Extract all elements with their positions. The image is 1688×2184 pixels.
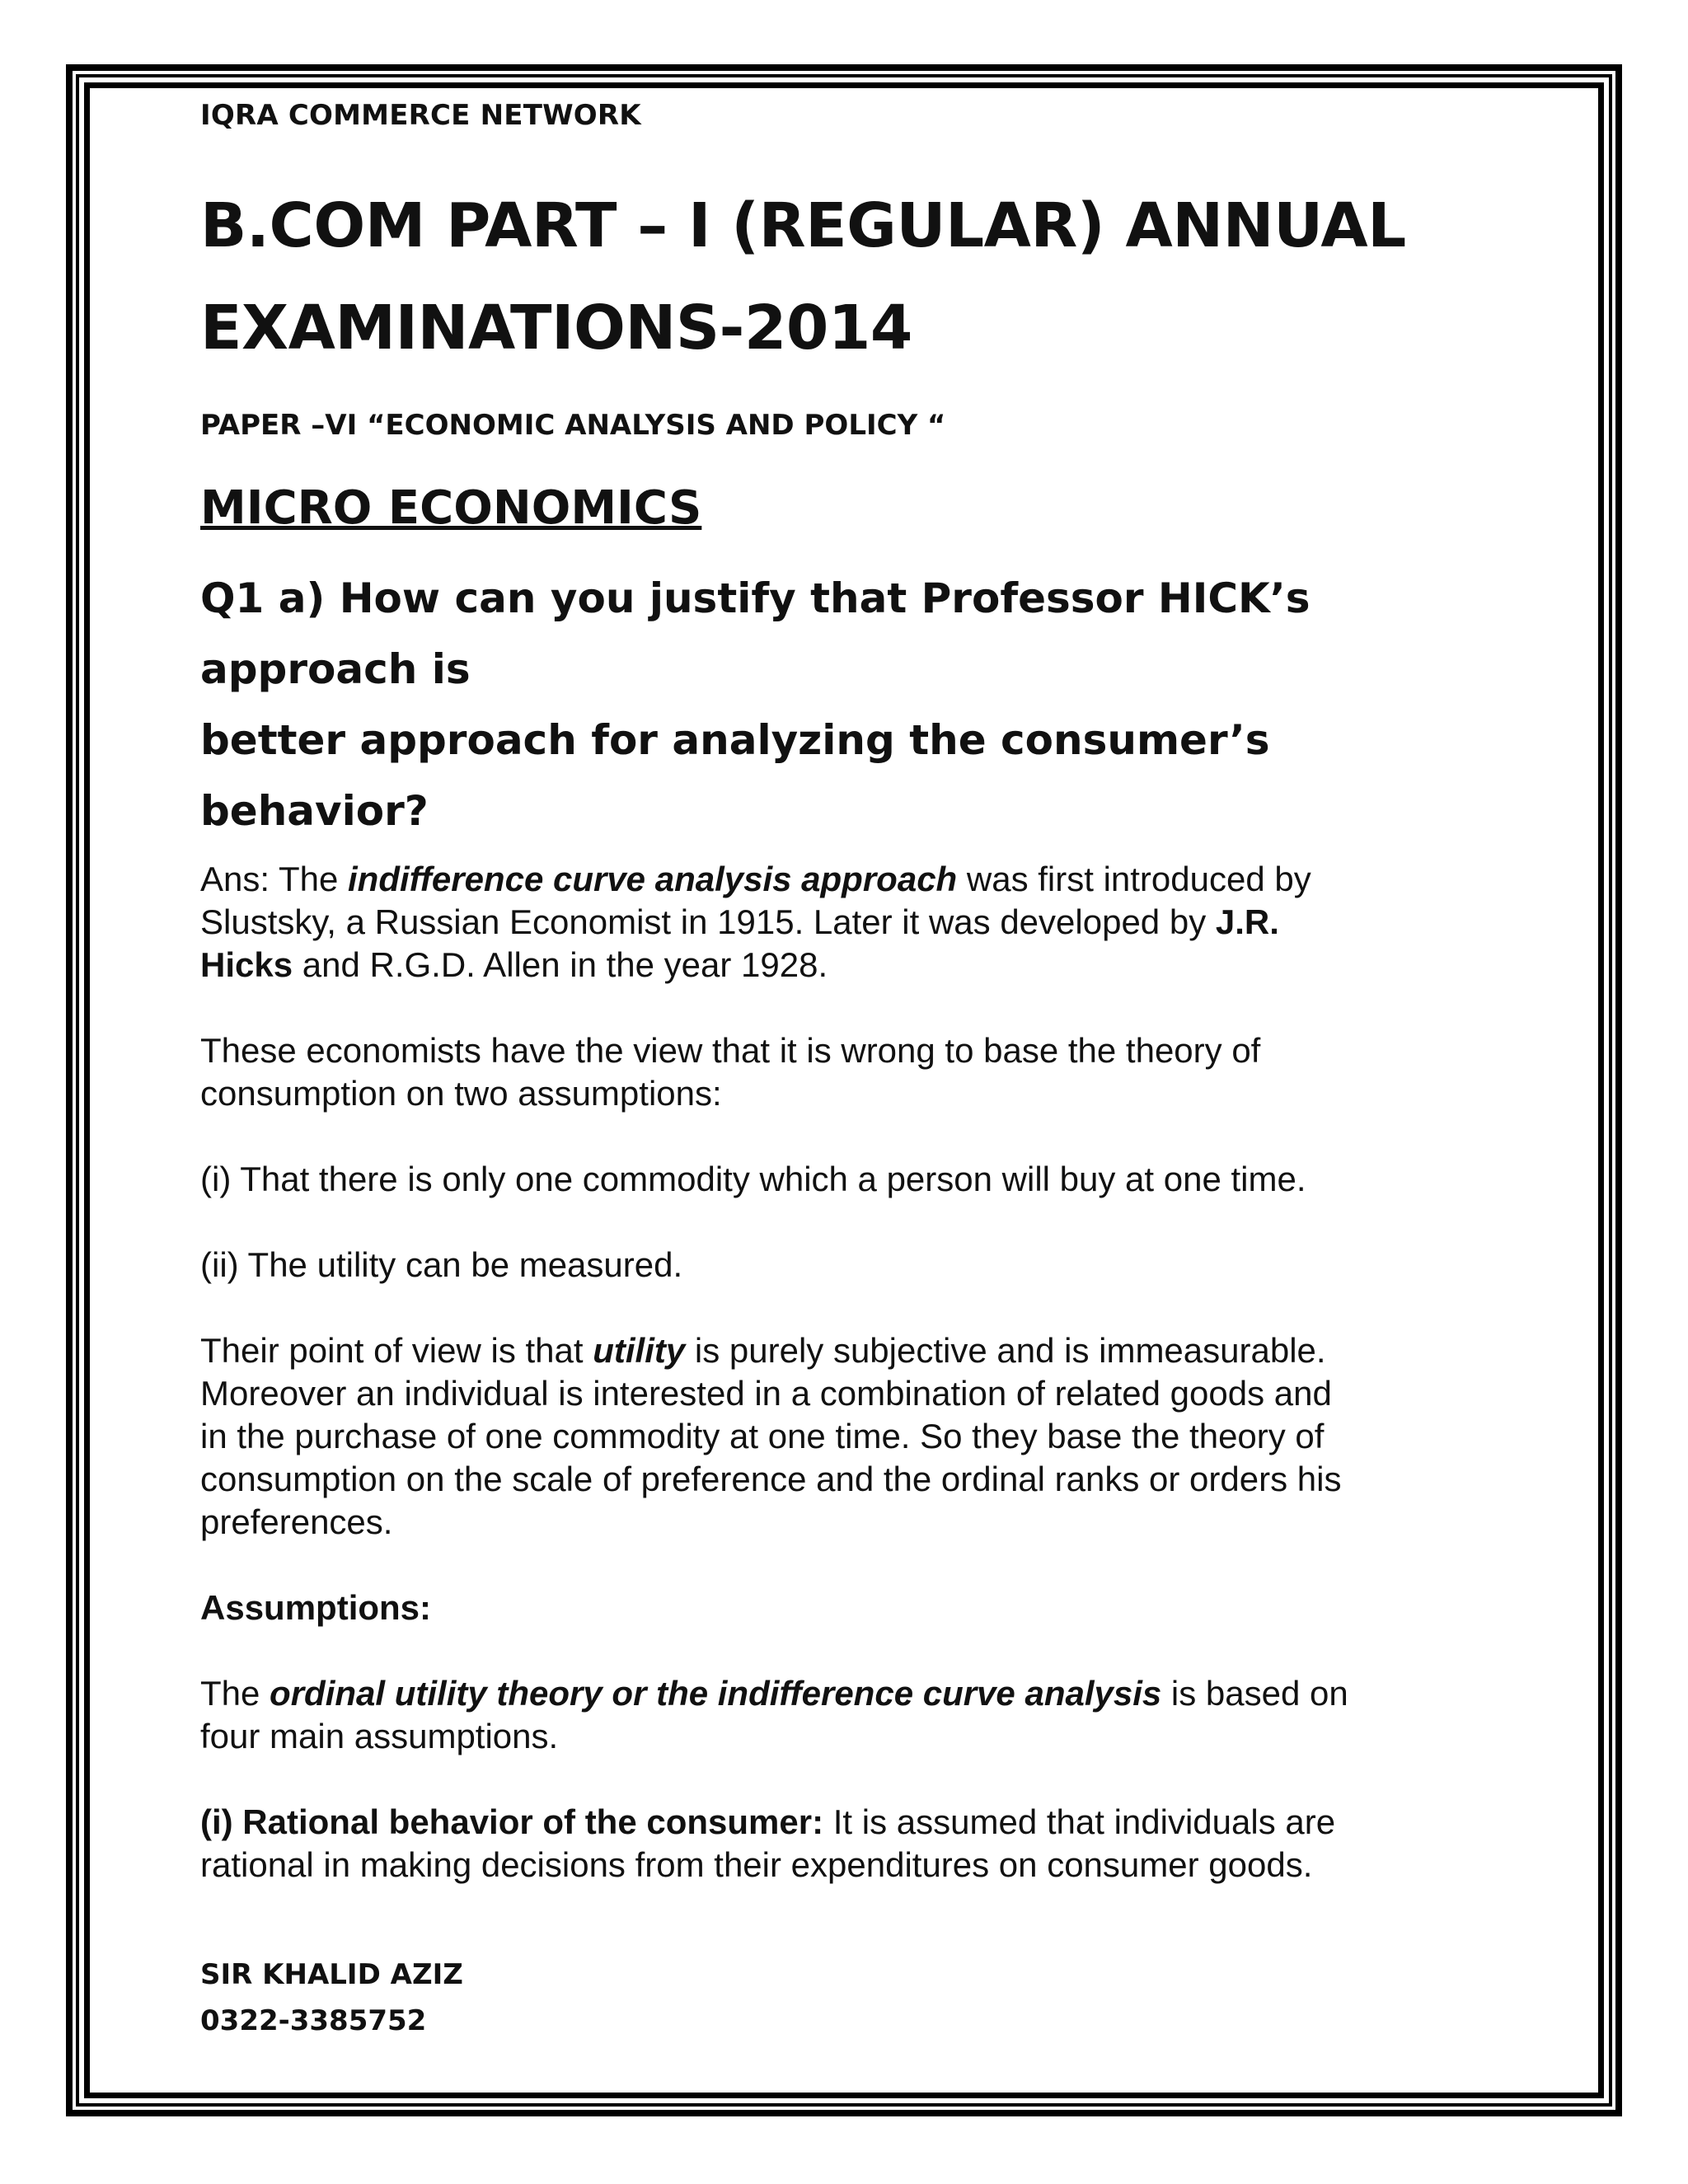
assumption-item-1: (i) That there is only one commodity which a person will buy at one time. (200, 1160, 1306, 1198)
answer-bold: J.R. (1215, 902, 1279, 941)
answer-text: is purely subjective and is immeasurable. (685, 1331, 1326, 1370)
answer-paragraph-4 (200, 1672, 1503, 1758)
answer-paragraph-1 (200, 858, 1503, 987)
answer-paragraph-2 (200, 1029, 1503, 1115)
organization-name: IQRA COMMERCE NETWORK (200, 99, 641, 132)
answer-text: Their point of view is that (200, 1331, 593, 1370)
author-phone: 0322-3385752 (200, 2004, 427, 2037)
answer-text: four main assumptions. (200, 1717, 559, 1755)
assumptions-heading: Assumptions: (200, 1588, 432, 1627)
answer-text: These economists have the view that it is wrong to base the theory of (200, 1031, 1261, 1070)
answer-text: rational in making decisions from their expenditures on consumer goods. (200, 1845, 1313, 1884)
answer-emphasis: ordinal utility theory or the indifference curve analysis (270, 1674, 1162, 1713)
answer-emphasis: utility (593, 1331, 686, 1370)
answer-text: was first introduced by (957, 860, 1311, 898)
answer-bold: (i) Rational behavior of the consumer: (200, 1802, 824, 1841)
question-line1: Q1 a) How can you justify that Professor HICK’s approach is (200, 574, 1311, 693)
answer-bold: Hicks (200, 945, 293, 984)
answer-text: The (200, 1674, 270, 1713)
author-name: SIR KHALID AZIZ (200, 1958, 463, 1991)
answer-text: and R.G.D. Allen in the year 1928. (293, 945, 828, 984)
answer-text: preferences. (200, 1502, 393, 1541)
answer-text: Slustsky, a Russian Economist in 1915. Later it was developed by (200, 902, 1216, 941)
section-heading: MICRO ECONOMICS (200, 481, 702, 535)
answer-text: is based on (1161, 1674, 1348, 1713)
answer-paragraph-5 (200, 1801, 1503, 1886)
answer-paragraph-3 (200, 1329, 1503, 1544)
footer (200, 1952, 463, 2044)
question-line2: better approach for analyzing the consumer’s behavior? (200, 716, 1270, 835)
assumption-item-2: (ii) The utility can be measured. (200, 1245, 683, 1284)
answer-text: consumption on the scale of preference and the ordinal ranks or orders his (200, 1460, 1342, 1498)
answer-text: in the purchase of one commodity at one time. So they base the theory of (200, 1417, 1325, 1455)
page-content (200, 99, 1503, 1886)
answer-text: Ans: The (200, 860, 348, 898)
answer-text: It is assumed that individuals are (823, 1802, 1336, 1841)
exam-title-line2: EXAMINATIONS-2014 (200, 293, 912, 363)
exam-title-line1: B.COM PART – I (REGULAR) ANNUAL (200, 190, 1406, 261)
question-heading (200, 563, 1503, 846)
paper-title: PAPER –VI “ECONOMIC ANALYSIS AND POLICY “ (200, 409, 946, 442)
answer-emphasis: indifference curve analysis approach (348, 860, 958, 898)
answer-text: Moreover an individual is interested in a combination of related goods and (200, 1374, 1332, 1413)
exam-title (200, 175, 1503, 379)
answer-text: consumption on two assumptions: (200, 1074, 722, 1113)
